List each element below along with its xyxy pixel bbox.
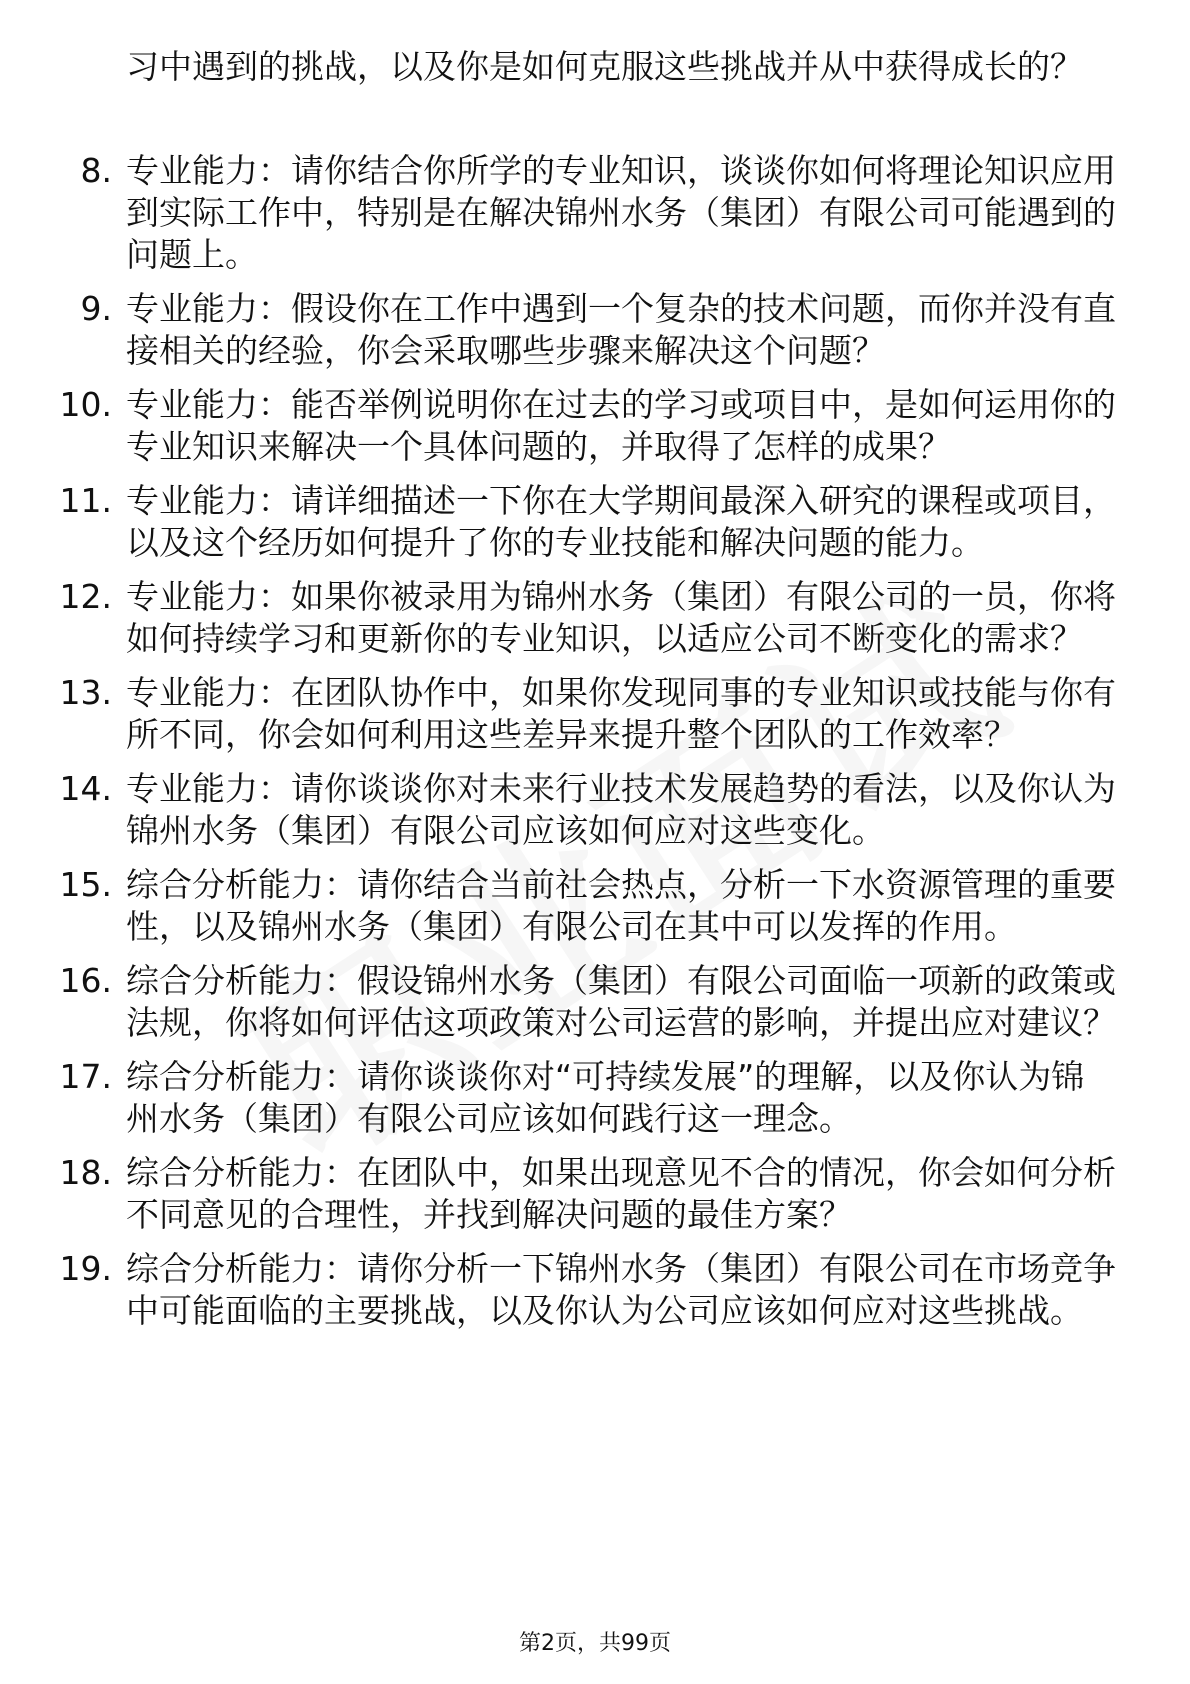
question-text: 综合分析能力：请你结合当前社会热点，分析一下水资源管理的重要性，以及锦州水务（集团）有限公司在其中可以发挥的作用。	[126, 865, 1116, 946]
question-item	[0, 864, 1190, 948]
question-list	[0, 150, 1190, 1344]
question-text: 专业能力：能否举例说明你在过去的学习或项目中，是如何运用你的专业知识来解决一个具体问题的，并取得了怎样的成果？	[126, 385, 1116, 466]
question-number: 14.	[59, 769, 112, 808]
question-number: 13.	[59, 673, 112, 712]
question-item	[0, 150, 1190, 276]
question-text: 综合分析能力：请你谈谈你对“可持续发展”的理解，以及你认为锦州水务（集团）有限公司应该如何践行这一理念。	[126, 1057, 1085, 1138]
question-item	[0, 960, 1190, 1044]
question-text: 综合分析能力：在团队中，如果出现意见不合的情况，你会如何分析不同意见的合理性，并找到解决问题的最佳方案？	[126, 1153, 1116, 1234]
question-item	[0, 576, 1190, 660]
question-number: 15.	[59, 865, 112, 904]
question-number: 10.	[59, 385, 112, 424]
page-number: 第2页，共99页	[519, 1631, 671, 1656]
question-item	[0, 480, 1190, 564]
question-number: 11.	[59, 481, 112, 520]
question-item	[0, 672, 1190, 756]
question-text: 专业能力：在团队协作中，如果你发现同事的专业知识或技能与你有所不同，你会如何利用这些差异来提升整个团队的工作效率？	[126, 673, 1116, 754]
question-item	[0, 288, 1190, 372]
question-number: 12.	[59, 577, 112, 616]
question-text: 专业能力：假设你在工作中遇到一个复杂的技术问题，而你并没有直接相关的经验，你会采取哪些步骤来解决这个问题？	[126, 289, 1116, 370]
question-item	[0, 384, 1190, 468]
question-item	[0, 768, 1190, 852]
question-text: 专业能力：请你结合你所学的专业知识，谈谈你如何将理论知识应用到实际工作中，特别是在解决锦州水务（集团）有限公司可能遇到的问题上。	[126, 151, 1116, 274]
question-text: 综合分析能力：假设锦州水务（集团）有限公司面临一项新的政策或法规，你将如何评估这项政策对公司运营的影响，并提出应对建议？	[126, 961, 1116, 1042]
question-item	[0, 1248, 1190, 1332]
question-number: 17.	[59, 1057, 112, 1096]
question-number: 19.	[59, 1249, 112, 1288]
question-text: 综合分析能力：请你分析一下锦州水务（集团）有限公司在市场竞争中可能面临的主要挑战，以及你认为公司应该如何应对这些挑战。	[126, 1249, 1116, 1330]
question-item	[0, 1056, 1190, 1140]
question-number: 16.	[59, 961, 112, 1000]
question-number: 9.	[80, 289, 112, 328]
question-text: 专业能力：如果你被录用为锦州水务（集团）有限公司的一员，你将如何持续学习和更新你的专业知识，以适应公司不断变化的需求？	[126, 577, 1116, 658]
question-continuation: 习中遇到的挑战，以及你是如何克服这些挑战并从中获得成长的？	[126, 47, 1083, 86]
question-number: 8.	[80, 151, 112, 190]
question-item	[0, 1152, 1190, 1236]
question-text: 专业能力：请你谈谈你对未来行业技术发展趋势的看法，以及你认为锦州水务（集团）有限公司应该如何应对这些变化。	[126, 769, 1116, 850]
question-text: 专业能力：请详细描述一下你在大学期间最深入研究的课程或项目，以及这个经历如何提升了你的专业技能和解决问题的能力。	[126, 481, 1116, 562]
question-number: 18.	[59, 1153, 112, 1192]
